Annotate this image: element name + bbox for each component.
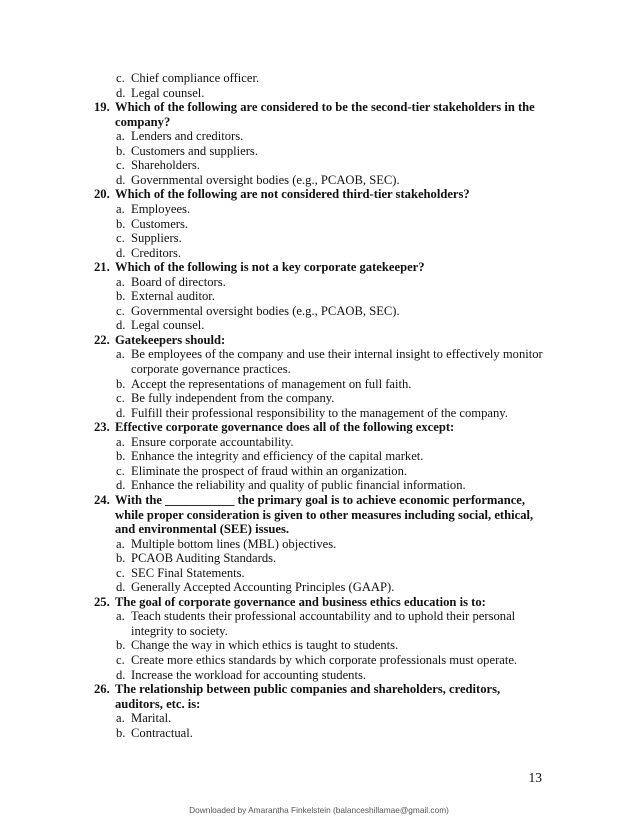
option-text: integrity to society.	[131, 623, 228, 638]
question-number: 24.	[94, 492, 110, 507]
option-letter: a.	[116, 347, 125, 362]
question-number: 20.	[94, 187, 110, 202]
option-text: Increase the workload for accounting students.	[131, 667, 367, 682]
option-letter: b.	[116, 449, 126, 464]
option-text: Board of directors.	[131, 274, 226, 289]
option-text: Suppliers.	[131, 231, 182, 246]
option-letter: a.	[116, 274, 125, 289]
question-text: Which of the following is not a key corporate gatekeeper?	[115, 260, 425, 275]
option-text: Be fully independent from the company.	[131, 391, 335, 406]
question-number: 19.	[94, 100, 110, 115]
option-text: Ensure corporate accountability.	[131, 434, 294, 449]
option-text: SEC Final Statements.	[131, 565, 245, 580]
option-text: Chief compliance officer.	[131, 71, 260, 85]
option-text: PCAOB Auditing Standards.	[131, 551, 277, 566]
question-text: Which of the following are not considered third-tier stakeholders?	[115, 187, 470, 202]
question-number: 22.	[94, 332, 110, 347]
option-text: corporate governance practices.	[131, 362, 291, 376]
question-number: 26.	[94, 682, 110, 697]
option-letter: c.	[116, 565, 125, 580]
option-letter: b.	[116, 376, 126, 391]
option-letter: b.	[116, 289, 126, 304]
option-text: Contractual.	[131, 725, 193, 740]
question-number: 23.	[94, 420, 110, 435]
option-text: External auditor.	[131, 289, 215, 304]
option-letter: b.	[116, 216, 126, 231]
question-text: Effective corporate governance does all of the following except:	[115, 420, 455, 435]
option-text: Eliminate the prospect of fraud within an organization.	[131, 463, 408, 478]
option-letter: a.	[116, 129, 125, 144]
option-letter: a.	[116, 434, 125, 449]
option-text: Employees.	[131, 201, 191, 216]
question-text: and environmental (SEE) issues.	[115, 522, 290, 537]
option-text: Be employees of the company and use their internal insight to effectively monitor	[131, 347, 543, 362]
option-text: Customers and suppliers.	[131, 143, 258, 158]
option-letter: b.	[116, 725, 126, 740]
option-text: Customers.	[131, 216, 189, 231]
question-text: The relationship between public companies and shareholders, creditors,	[115, 682, 501, 697]
option-text: Marital.	[131, 711, 172, 726]
option-letter: b.	[116, 638, 126, 653]
option-text: Create more ethics standards by which corporate professionals must operate.	[131, 653, 518, 667]
question-number: 21.	[94, 260, 110, 275]
option-text: Generally Accepted Accounting Principles (GAAP).	[131, 580, 395, 595]
option-letter: c.	[116, 231, 125, 246]
question-text: Gatekeepers should:	[115, 332, 226, 347]
question-text: Which of the following are considered to be the second-tier stakeholders in the	[115, 100, 535, 115]
option-letter: d.	[116, 245, 126, 260]
question-number: 25.	[94, 594, 110, 609]
option-text: Accept the representations of management on full faith.	[131, 376, 412, 391]
option-letter: c.	[116, 71, 125, 85]
question-text: With the ___________ the primary goal is to achieve economic performance,	[115, 492, 526, 507]
question-text: company?	[115, 114, 171, 129]
option-letter: c.	[116, 158, 125, 173]
option-text: Shareholders.	[131, 158, 200, 173]
option-text: Legal counsel.	[131, 318, 205, 333]
option-letter: d.	[116, 172, 126, 187]
option-letter: a.	[116, 609, 125, 624]
option-letter: d.	[116, 85, 126, 100]
question-text: while proper consideration is given to other measures including social, ethical,	[115, 507, 534, 522]
option-letter: b.	[116, 551, 126, 566]
option-text: Teach students their professional accountability and to uphold their personal	[131, 609, 516, 624]
option-text: Governmental oversight bodies (e.g., PCAOB, SEC).	[131, 303, 400, 318]
option-letter: c.	[116, 391, 125, 406]
option-letter: c.	[116, 653, 125, 667]
option-text: Fulfill their professional responsibility to the management of the company.	[131, 405, 508, 420]
option-letter: c.	[116, 303, 125, 318]
option-text: Legal counsel.	[131, 85, 205, 100]
question-text: The goal of corporate governance and business ethics education is to:	[115, 594, 486, 609]
option-text: Governmental oversight bodies (e.g., PCAOB, SEC).	[131, 172, 400, 187]
download-footer: Downloaded by Amarantha Finkelstein (balanceshillamae@gmail.com)	[189, 805, 449, 815]
option-text: Lenders and creditors.	[131, 129, 244, 144]
option-letter: d.	[116, 667, 126, 682]
option-letter: a.	[116, 711, 125, 726]
option-letter: d.	[116, 580, 126, 595]
option-letter: a.	[116, 201, 125, 216]
option-text: Change the way in which ethics is taught to students.	[131, 638, 399, 653]
option-text: Creditors.	[131, 245, 182, 260]
option-letter: b.	[116, 143, 126, 158]
option-text: Enhance the reliability and quality of public financial information.	[131, 478, 466, 493]
option-text: Multiple bottom lines (MBL) objectives.	[131, 536, 337, 551]
option-letter: d.	[116, 405, 126, 420]
option-text: Enhance the integrity and efficiency of the capital market.	[131, 449, 424, 464]
option-letter: d.	[116, 478, 126, 493]
option-letter: c.	[116, 463, 125, 478]
page-number: 13	[528, 770, 542, 785]
question-text: auditors, etc. is:	[115, 696, 201, 711]
option-letter: d.	[116, 318, 126, 333]
option-letter: a.	[116, 536, 125, 551]
